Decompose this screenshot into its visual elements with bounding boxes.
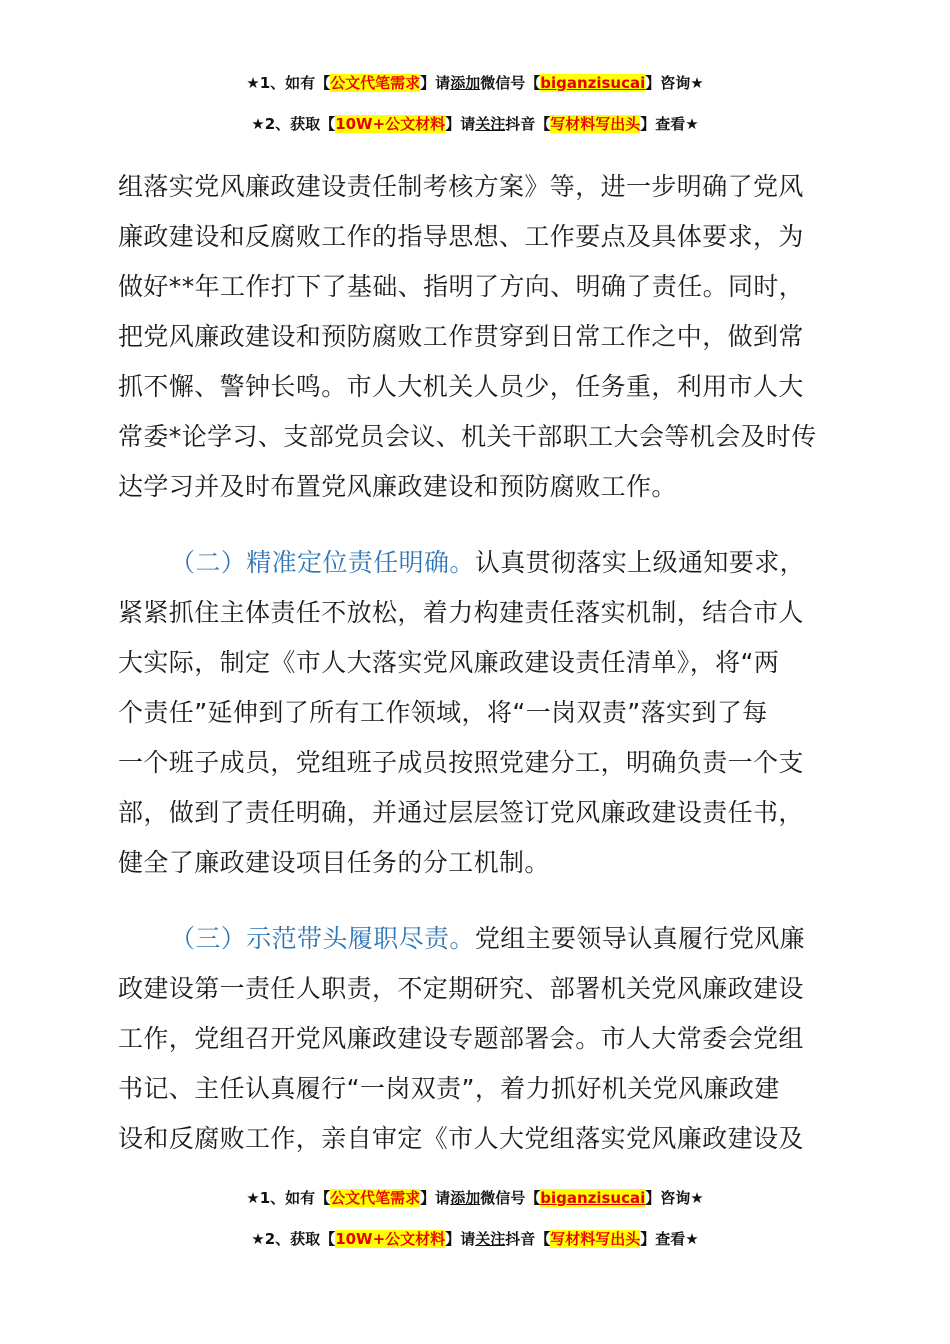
paragraph-2 bbox=[118, 538, 833, 888]
section-heading: （三）示范带头履职尽责。 bbox=[170, 924, 475, 953]
banner-text: 】咨询★ bbox=[645, 74, 704, 92]
wechat-id-link[interactable]: biganzisucai bbox=[540, 1189, 646, 1207]
text-line: 紧紧抓住主体责任不放松，着力构建责任落实机制，结合市人 bbox=[118, 598, 804, 627]
text-line: 大实际，制定《市人大落实党风廉政建设责任清单》，将“两 bbox=[118, 648, 780, 677]
banner-emphasis: 添加 bbox=[450, 1189, 481, 1207]
banner-text: 微信号【 bbox=[480, 1189, 541, 1207]
banner-highlight: 公文代笔需求 bbox=[330, 1189, 421, 1207]
bottom-banner-line2 bbox=[0, 1228, 950, 1249]
text-line: 常委*论学习、支部党员会议、机关干部职工大会等机会及时传 bbox=[118, 422, 817, 451]
wechat-id-link[interactable]: biganzisucai bbox=[540, 74, 646, 92]
document-body bbox=[118, 162, 833, 1164]
section-heading: （二）精准定位责任明确。 bbox=[170, 548, 475, 577]
text-line: 工作，党组召开党风廉政建设专题部署会。市人大常委会党组 bbox=[118, 1024, 804, 1053]
paragraph-1 bbox=[118, 162, 833, 512]
top-banner-line2 bbox=[0, 113, 950, 134]
text-line: 健全了廉政建设项目任务的分工机制。 bbox=[118, 848, 550, 877]
banner-text: 】查看★ bbox=[640, 1230, 699, 1248]
text-line: 个责任”延伸到了所有工作领域，将“一岗双责”落实到了每 bbox=[118, 698, 768, 727]
text-line: 书记、主任认真履行“一岗双责”，着力抓好机关党风廉政建 bbox=[118, 1074, 780, 1103]
banner-text: 】请 bbox=[445, 115, 476, 133]
text-run: 认真贯彻落实上级通知要求， bbox=[474, 548, 806, 577]
text-line: 一个班子成员，党组班子成员按照党建分工，明确负责一个支 bbox=[118, 748, 804, 777]
banner-text: ★2、获取【 bbox=[251, 1230, 336, 1248]
text-line bbox=[118, 914, 833, 964]
banner-text: 】查看★ bbox=[640, 115, 699, 133]
text-line: 把党风廉政建设和预防腐败工作贯穿到日常工作之中，做到常 bbox=[118, 322, 804, 351]
text-run: 党组主要领导认真履行党风廉 bbox=[474, 924, 806, 953]
banner-emphasis: 关注 bbox=[475, 115, 506, 133]
text-line: 设和反腐败工作，亲自审定《市人大党组落实党风廉政建设及 bbox=[118, 1124, 804, 1153]
banner-text: 】请 bbox=[420, 1189, 451, 1207]
top-banner-line1 bbox=[0, 72, 950, 93]
paragraph-3 bbox=[118, 914, 833, 1164]
banner-text: ★2、获取【 bbox=[251, 115, 336, 133]
text-line bbox=[118, 538, 833, 588]
banner-text: 微信号【 bbox=[480, 74, 541, 92]
banner-text: 】请 bbox=[445, 1230, 476, 1248]
text-line: 组落实党风廉政建设责任制考核方案》等，进一步明确了党风 bbox=[118, 172, 804, 201]
banner-emphasis: 添加 bbox=[450, 74, 481, 92]
banner-emphasis: 关注 bbox=[475, 1230, 506, 1248]
bottom-banner-line1 bbox=[0, 1187, 950, 1208]
text-line: 政建设第一责任人职责，不定期研究、部署机关党风廉政建设 bbox=[118, 974, 804, 1003]
banner-highlight: 10W+公文材料 bbox=[335, 115, 446, 133]
banner-highlight: 公文代笔需求 bbox=[330, 74, 421, 92]
douyin-account: 写材料写出头 bbox=[550, 115, 641, 133]
banner-text: 抖音【 bbox=[505, 115, 551, 133]
text-line: 达学习并及时布置党风廉政建设和预防腐败工作。 bbox=[118, 472, 677, 501]
text-line: 部，做到了责任明确，并通过层层签订党风廉政建设责任书， bbox=[118, 798, 804, 827]
banner-text: 】咨询★ bbox=[645, 1189, 704, 1207]
banner-text: ★1、如有【 bbox=[246, 1189, 331, 1207]
text-line: 廉政建设和反腐败工作的指导思想、工作要点及具体要求，为 bbox=[118, 222, 804, 251]
banner-text: 】请 bbox=[420, 74, 451, 92]
banner-highlight: 10W+公文材料 bbox=[335, 1230, 446, 1248]
douyin-account: 写材料写出头 bbox=[550, 1230, 641, 1248]
banner-text: ★1、如有【 bbox=[246, 74, 331, 92]
text-line: 抓不懈、警钟长鸣。市人大机关人员少，任务重，利用市人大 bbox=[118, 372, 804, 401]
text-line: 做好**年工作打下了基础、指明了方向、明确了责任。同时， bbox=[118, 272, 805, 301]
banner-text: 抖音【 bbox=[505, 1230, 551, 1248]
